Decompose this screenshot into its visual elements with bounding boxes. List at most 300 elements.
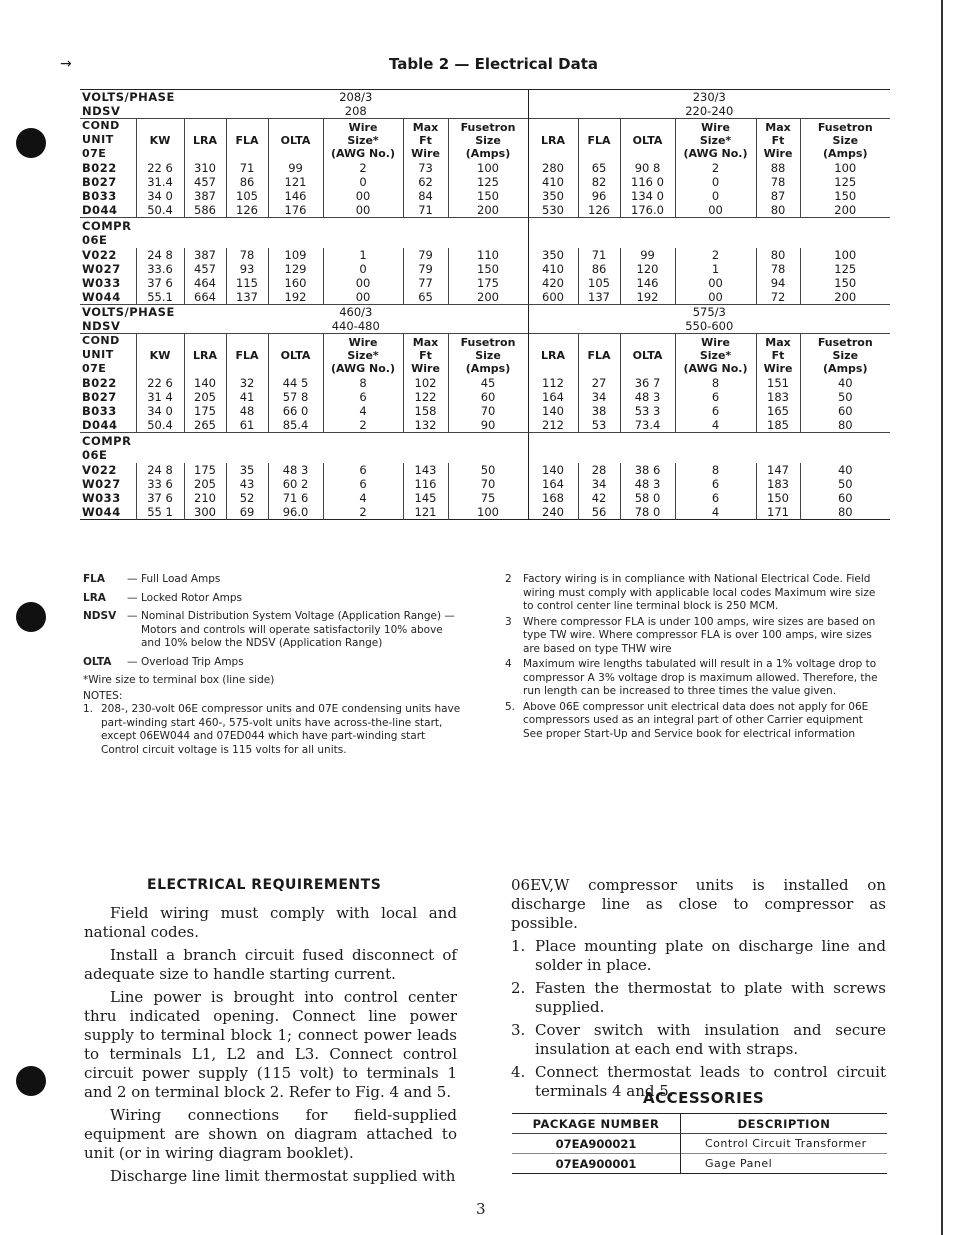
value-cell: 85.4 — [268, 418, 323, 433]
column-header-row — [80, 334, 890, 377]
value-cell: 212 — [528, 418, 578, 433]
olta-header: OLTA — [268, 334, 323, 377]
value-cell: 150 — [834, 276, 857, 290]
ndsv-row — [80, 319, 890, 334]
value-cell: 6 — [323, 477, 403, 491]
value-cell: 205 — [184, 390, 226, 404]
value-cell: 78 — [756, 262, 800, 276]
value-cell: 33.6 — [136, 262, 184, 276]
value-cell: 84 — [403, 189, 448, 203]
table-row — [80, 376, 890, 390]
compr-header: COMPR 06E — [82, 434, 132, 462]
model-cell: V022 — [80, 248, 136, 262]
value-cell: 43 — [226, 477, 268, 491]
value-cell: 122 — [403, 390, 448, 404]
value-cell: 55.1 — [136, 290, 184, 305]
value-cell: 132 — [403, 418, 448, 433]
continuation-paragraph: 06EV,W compressor units is installed on discharge line as close to compressor as possible. — [511, 876, 886, 932]
value-cell: 100 — [448, 505, 528, 520]
legend-dash: — — [127, 573, 138, 585]
note-number: 3 — [505, 615, 512, 628]
value-cell: 147 — [756, 463, 800, 477]
value-cell: 116 0 — [620, 175, 675, 189]
value-cell: 50.4 — [136, 418, 184, 433]
ndsv-left: 208 — [184, 104, 528, 119]
legend-dash: — — [127, 591, 138, 604]
value-cell: 150 — [834, 189, 857, 203]
value-cell: 164 — [528, 477, 578, 491]
value-cell: 387 — [184, 189, 226, 203]
value-cell: 300 — [184, 505, 226, 520]
table-row — [80, 290, 890, 305]
value-cell: 00 — [675, 290, 756, 305]
value-cell: 86 — [578, 262, 620, 276]
value-cell: 48 3 — [620, 390, 675, 404]
value-cell: 41 — [226, 390, 268, 404]
value-cell: 60 2 — [268, 477, 323, 491]
value-cell: 2 — [323, 161, 403, 175]
value-cell: 96.0 — [268, 505, 323, 520]
value-cell: 280 — [528, 161, 578, 175]
ndsv-row — [80, 104, 890, 119]
value-cell: 6 — [675, 477, 756, 491]
value-cell: 530 — [528, 203, 578, 218]
value-cell: 79 — [403, 262, 448, 276]
value-cell: 120 — [620, 262, 675, 276]
value-cell: 37 6 — [136, 491, 184, 505]
note-item — [83, 703, 463, 757]
max-ft-header: Max Ft Wire — [756, 119, 800, 162]
value-cell: 27 — [578, 376, 620, 390]
value-cell: 56 — [578, 505, 620, 520]
wire-size-header: Wire Size* (AWG No.) — [323, 119, 403, 162]
model-cell: W027 — [80, 477, 136, 491]
fusetron-header: Fusetron Size (Amps) — [817, 120, 873, 160]
fusetron-header: Fusetron Size (Amps) — [448, 334, 528, 377]
value-cell: 34 0 — [136, 189, 184, 203]
model-cell: W033 — [80, 491, 136, 505]
model-cell: B022 — [80, 161, 136, 175]
accessory-row — [512, 1134, 887, 1154]
model-cell: B022 — [80, 376, 136, 390]
value-cell: 38 6 — [620, 463, 675, 477]
value-cell: 37 6 — [136, 276, 184, 290]
value-cell: 121 — [403, 505, 448, 520]
cond-unit-header: COND UNIT 07E — [80, 334, 136, 377]
lra-header: LRA — [184, 334, 226, 377]
value-cell: 600 — [528, 290, 578, 305]
value-cell: 2 — [675, 161, 756, 175]
value-cell: 69 — [226, 505, 268, 520]
table-row — [80, 262, 890, 276]
value-cell: 410 — [528, 262, 578, 276]
value-cell: 175 — [448, 276, 528, 290]
value-cell: 200 — [800, 290, 890, 305]
value-cell: 34 0 — [136, 404, 184, 418]
legend-notes — [83, 573, 463, 757]
thermostat-install-text — [511, 876, 886, 1105]
model-cell: B033 — [80, 189, 136, 203]
punch-hole — [16, 602, 46, 632]
punch-hole — [16, 1066, 46, 1096]
electrical-data-table — [80, 89, 890, 520]
legend-dash: — — [127, 655, 138, 668]
value-cell: 150 — [448, 189, 528, 203]
legend-text: Overload Trip Amps — [141, 655, 244, 668]
value-cell: 176 — [268, 203, 323, 218]
value-cell: 73.4 — [620, 418, 675, 433]
step-number: 3. — [511, 1021, 526, 1039]
olta-header: OLTA — [268, 119, 323, 162]
accessory-description: Control Circuit Transformer — [705, 1137, 867, 1150]
legend-key: FLA — [83, 573, 105, 585]
note-number: 1. — [83, 703, 94, 715]
value-cell: 129 — [268, 262, 323, 276]
value-cell: 77 — [403, 276, 448, 290]
value-cell: 146 — [268, 189, 323, 203]
table-row — [80, 418, 890, 433]
value-cell: 126 — [578, 203, 620, 218]
table-row — [80, 390, 890, 404]
value-cell: 38 — [578, 404, 620, 418]
value-cell: 171 — [756, 505, 800, 520]
ndsv-left: 440-480 — [184, 319, 528, 334]
value-cell: 48 3 — [268, 463, 323, 477]
table-row — [80, 203, 890, 218]
fla-header: FLA — [578, 334, 620, 377]
table-row — [80, 404, 890, 418]
max-ft-header: Max Ft Wire — [756, 334, 800, 377]
value-cell: 50 — [448, 463, 528, 477]
package-number: 07EA900021 — [512, 1134, 681, 1154]
value-cell: 185 — [756, 418, 800, 433]
value-cell: 183 — [756, 390, 800, 404]
value-cell: 33 6 — [136, 477, 184, 491]
value-cell: 109 — [268, 248, 323, 262]
accessories-table — [512, 1113, 887, 1174]
value-cell: 310 — [184, 161, 226, 175]
value-cell: 42 — [578, 491, 620, 505]
value-cell: 50.4 — [136, 203, 184, 218]
value-cell: 146 — [620, 276, 675, 290]
legend-item — [83, 573, 463, 587]
value-cell: 80 — [756, 203, 800, 218]
value-cell: 350 — [528, 248, 578, 262]
accessories-heading: ACCESSORIES — [643, 1089, 765, 1107]
value-cell: 80 — [837, 505, 853, 519]
step-item — [511, 979, 886, 1017]
value-cell: 31.4 — [136, 175, 184, 189]
cond-unit-header: COND UNIT 07E — [80, 119, 136, 162]
blank-cell — [184, 433, 528, 464]
page-edge-line — [941, 0, 943, 1235]
value-cell: 35 — [226, 463, 268, 477]
value-cell: 134 0 — [620, 189, 675, 203]
value-cell: 50 — [837, 477, 853, 491]
value-cell: 105 — [578, 276, 620, 290]
value-cell: 90 — [448, 418, 528, 433]
model-cell: W044 — [80, 290, 136, 305]
value-cell: 24 8 — [136, 248, 184, 262]
value-cell: 71 — [226, 161, 268, 175]
electrical-requirements-body — [84, 904, 457, 1190]
value-cell: 60 — [837, 491, 853, 505]
value-cell: 55 1 — [136, 505, 184, 520]
ndsv-right: 550-600 — [685, 319, 734, 333]
value-cell: 151 — [756, 376, 800, 390]
page-number: 3 — [476, 1200, 486, 1218]
ndsv-label: NDSV — [82, 104, 121, 118]
table-row — [80, 505, 890, 520]
paragraph: Field wiring must comply with local and national codes. — [84, 904, 457, 941]
olta-header: OLTA — [620, 334, 675, 377]
legend-list — [83, 573, 463, 669]
value-cell: 78 — [226, 248, 268, 262]
value-cell: 60 — [837, 404, 853, 418]
value-cell: 100 — [448, 161, 528, 175]
table-row — [80, 477, 890, 491]
value-cell: 65 — [578, 161, 620, 175]
value-cell: 71 6 — [268, 491, 323, 505]
value-cell: 240 — [528, 505, 578, 520]
value-cell: 34 — [578, 390, 620, 404]
legend-dash: — — [127, 610, 138, 622]
value-cell: 205 — [184, 477, 226, 491]
value-cell: 586 — [184, 203, 226, 218]
value-cell: 36 7 — [620, 376, 675, 390]
table-row — [80, 189, 890, 203]
paragraph: Wiring connections for field-supplied equipment are shown on diagram attached to unit (or in wiring diagram booklet). — [84, 1106, 457, 1162]
value-cell: 96 — [578, 189, 620, 203]
value-cell: 00 — [675, 203, 756, 218]
value-cell: 44 5 — [268, 376, 323, 390]
column-header-package: PACKAGE NUMBER — [512, 1114, 681, 1134]
value-cell: 2 — [323, 418, 403, 433]
model-cell: D044 — [80, 203, 136, 218]
model-cell: B027 — [80, 175, 136, 189]
value-cell: 00 — [323, 189, 403, 203]
value-cell: 4 — [675, 505, 756, 520]
value-cell: 192 — [268, 290, 323, 305]
value-cell: 6 — [675, 404, 756, 418]
step-text: Fasten the thermostat to plate with screws supplied. — [535, 979, 886, 1016]
arrow-icon: → — [60, 56, 72, 72]
value-cell: 00 — [323, 290, 403, 305]
value-cell: 78 — [756, 175, 800, 189]
value-cell: 00 — [323, 203, 403, 218]
fla-header: FLA — [226, 334, 268, 377]
volts-right: 575/3 — [692, 305, 726, 319]
value-cell: 66 0 — [268, 404, 323, 418]
value-cell: 200 — [448, 203, 528, 218]
value-cell: 99 — [620, 248, 675, 262]
value-cell: 105 — [226, 189, 268, 203]
value-cell: 31 4 — [136, 390, 184, 404]
value-cell: 6 — [323, 390, 403, 404]
legend-item — [83, 592, 463, 606]
value-cell: 65 — [403, 290, 448, 305]
electrical-requirements-heading: ELECTRICAL REQUIREMENTS — [147, 877, 382, 893]
model-cell: B027 — [80, 390, 136, 404]
max-ft-header: Max Ft Wire — [403, 334, 448, 377]
kw-header: KW — [136, 334, 184, 377]
value-cell: 0 — [323, 262, 403, 276]
paragraph: Discharge line limit thermostat supplied with — [110, 1167, 456, 1185]
value-cell: 100 — [834, 161, 857, 175]
legend-key: LRA — [83, 591, 106, 604]
value-cell: 410 — [528, 175, 578, 189]
note-number: 4 — [505, 658, 512, 670]
value-cell: 121 — [268, 175, 323, 189]
value-cell: 60 — [448, 390, 528, 404]
model-cell: D044 — [80, 418, 136, 433]
value-cell: 6 — [323, 463, 403, 477]
value-cell: 150 — [448, 262, 528, 276]
lra-header: LRA — [528, 119, 578, 162]
note-number: 5. — [505, 700, 516, 713]
value-cell: 145 — [403, 491, 448, 505]
volts-phase-label: VOLTS/PHASE — [82, 90, 175, 104]
value-cell: 457 — [184, 262, 226, 276]
note-text: Maximum wire lengths tabulated will result in a 1% voltage drop to compressor A 3% voltage drop is maximum allowed. Therefore, the run length can be increased to three times the value given. — [523, 658, 878, 697]
value-cell: 0 — [675, 189, 756, 203]
volts-left: 460/3 — [184, 305, 528, 320]
step-number: 4. — [511, 1063, 526, 1081]
value-cell: 22 6 — [136, 161, 184, 175]
fla-header: FLA — [226, 119, 268, 162]
step-text: Connect thermostat leads to control circuit terminals 4 and 5. — [535, 1063, 886, 1100]
value-cell: 110 — [448, 248, 528, 262]
volts-phase-label: VOLTS/PHASE — [82, 305, 175, 319]
value-cell: 158 — [403, 404, 448, 418]
value-cell: 175 — [184, 463, 226, 477]
legend-key: NDSV — [83, 610, 117, 622]
max-ft-header: Max Ft Wire — [403, 119, 448, 162]
value-cell: 57 8 — [268, 390, 323, 404]
value-cell: 79 — [403, 248, 448, 262]
value-cell: 62 — [403, 175, 448, 189]
value-cell: 6 — [675, 491, 756, 505]
value-cell: 78 0 — [620, 505, 675, 520]
value-cell: 200 — [800, 203, 890, 218]
value-cell: 176.0 — [620, 203, 675, 218]
accessory-row — [512, 1154, 887, 1174]
value-cell: 22 6 — [136, 376, 184, 390]
paragraph: Install a branch circuit fused disconnect of adequate size to handle starting current. — [84, 946, 457, 983]
model-cell: W044 — [80, 505, 136, 520]
note-item — [505, 573, 883, 614]
value-cell: 00 — [675, 276, 756, 290]
value-cell: 4 — [323, 491, 403, 505]
value-cell: 175 — [184, 404, 226, 418]
volts-phase-row — [80, 90, 890, 105]
value-cell: 53 3 — [620, 404, 675, 418]
value-cell: 137 — [578, 290, 620, 305]
value-cell: 140 — [528, 404, 578, 418]
value-cell: 200 — [448, 290, 528, 305]
model-cell: W027 — [80, 262, 136, 276]
value-cell: 160 — [268, 276, 323, 290]
value-cell: 90 8 — [620, 161, 675, 175]
value-cell: 32 — [226, 376, 268, 390]
blank-cell — [184, 218, 528, 249]
value-cell: 664 — [184, 290, 226, 305]
value-cell: 71 — [578, 248, 620, 262]
value-cell: 40 — [837, 463, 853, 477]
value-cell: 100 — [834, 248, 857, 262]
value-cell: 125 — [834, 262, 857, 276]
install-steps — [511, 937, 886, 1101]
column-header-description: DESCRIPTION — [681, 1114, 888, 1134]
value-cell: 80 — [800, 418, 890, 433]
table-row — [80, 491, 890, 505]
value-cell: 8 — [323, 376, 403, 390]
step-text: Cover switch with insulation and secure insulation at each end with straps. — [535, 1021, 886, 1058]
value-cell: 150 — [756, 491, 800, 505]
step-number: 2. — [511, 979, 526, 997]
package-number: 07EA900001 — [512, 1154, 681, 1174]
lra-header: LRA — [184, 119, 226, 162]
value-cell: 70 — [448, 404, 528, 418]
lra-header: LRA — [528, 334, 578, 377]
compr-header-row — [80, 218, 890, 249]
step-text: Place mounting plate on discharge line and solder in place. — [535, 937, 886, 974]
value-cell: 75 — [448, 491, 528, 505]
note-item — [505, 616, 883, 657]
kw-header: KW — [136, 119, 184, 162]
value-cell: 82 — [578, 175, 620, 189]
legend-text: Nominal Distribution System Voltage (Application Range) — Motors and controls will operate satisfactorily 10% above and 10% below the NDSV (Application Range) — [141, 610, 455, 649]
value-cell: 88 — [756, 161, 800, 175]
value-cell: 192 — [620, 290, 675, 305]
value-cell: 80 — [756, 248, 800, 262]
value-cell: 40 — [837, 376, 853, 390]
ndsv-right: 220-240 — [685, 104, 734, 118]
volts-left: 208/3 — [184, 90, 528, 105]
value-cell: 34 — [578, 477, 620, 491]
note-item — [505, 658, 883, 699]
value-cell: 457 — [184, 175, 226, 189]
value-cell: 87 — [756, 189, 800, 203]
note-number: 2 — [505, 573, 512, 585]
wire-size-header: Wire Size* (AWG No.) — [675, 119, 756, 162]
value-cell: 73 — [403, 161, 448, 175]
table-row — [80, 276, 890, 290]
notes-label: NOTES: — [83, 689, 123, 702]
value-cell: 48 — [226, 404, 268, 418]
legend-key: OLTA — [83, 655, 112, 668]
value-cell: 125 — [448, 175, 528, 189]
value-cell: 102 — [403, 376, 448, 390]
note-text: Factory wiring is in compliance with National Electrical Code. Field wiring must comply with applicable local codes Maximum wire size to control center line terminal block is 250 MCM. — [523, 573, 876, 612]
value-cell: 24 8 — [136, 463, 184, 477]
table-title: Table 2 — Electrical Data — [389, 55, 598, 73]
model-cell: B033 — [80, 404, 136, 418]
value-cell: 58 0 — [620, 491, 675, 505]
value-cell: 183 — [756, 477, 800, 491]
fla-header: FLA — [578, 119, 620, 162]
value-cell: 126 — [226, 203, 268, 218]
value-cell: 45 — [448, 376, 528, 390]
value-cell: 350 — [528, 189, 578, 203]
fusetron-header: Fusetron Size (Amps) — [817, 335, 873, 375]
value-cell: 70 — [448, 477, 528, 491]
step-item — [511, 937, 886, 975]
note-text: Above 06E compressor unit electrical data does not apply for 06E compressors used as an integral part of other Carrier equipment See proper Start-Up and Service book for electrical information — [523, 700, 869, 740]
value-cell: 165 — [756, 404, 800, 418]
value-cell: 93 — [226, 262, 268, 276]
value-cell: 210 — [184, 491, 226, 505]
